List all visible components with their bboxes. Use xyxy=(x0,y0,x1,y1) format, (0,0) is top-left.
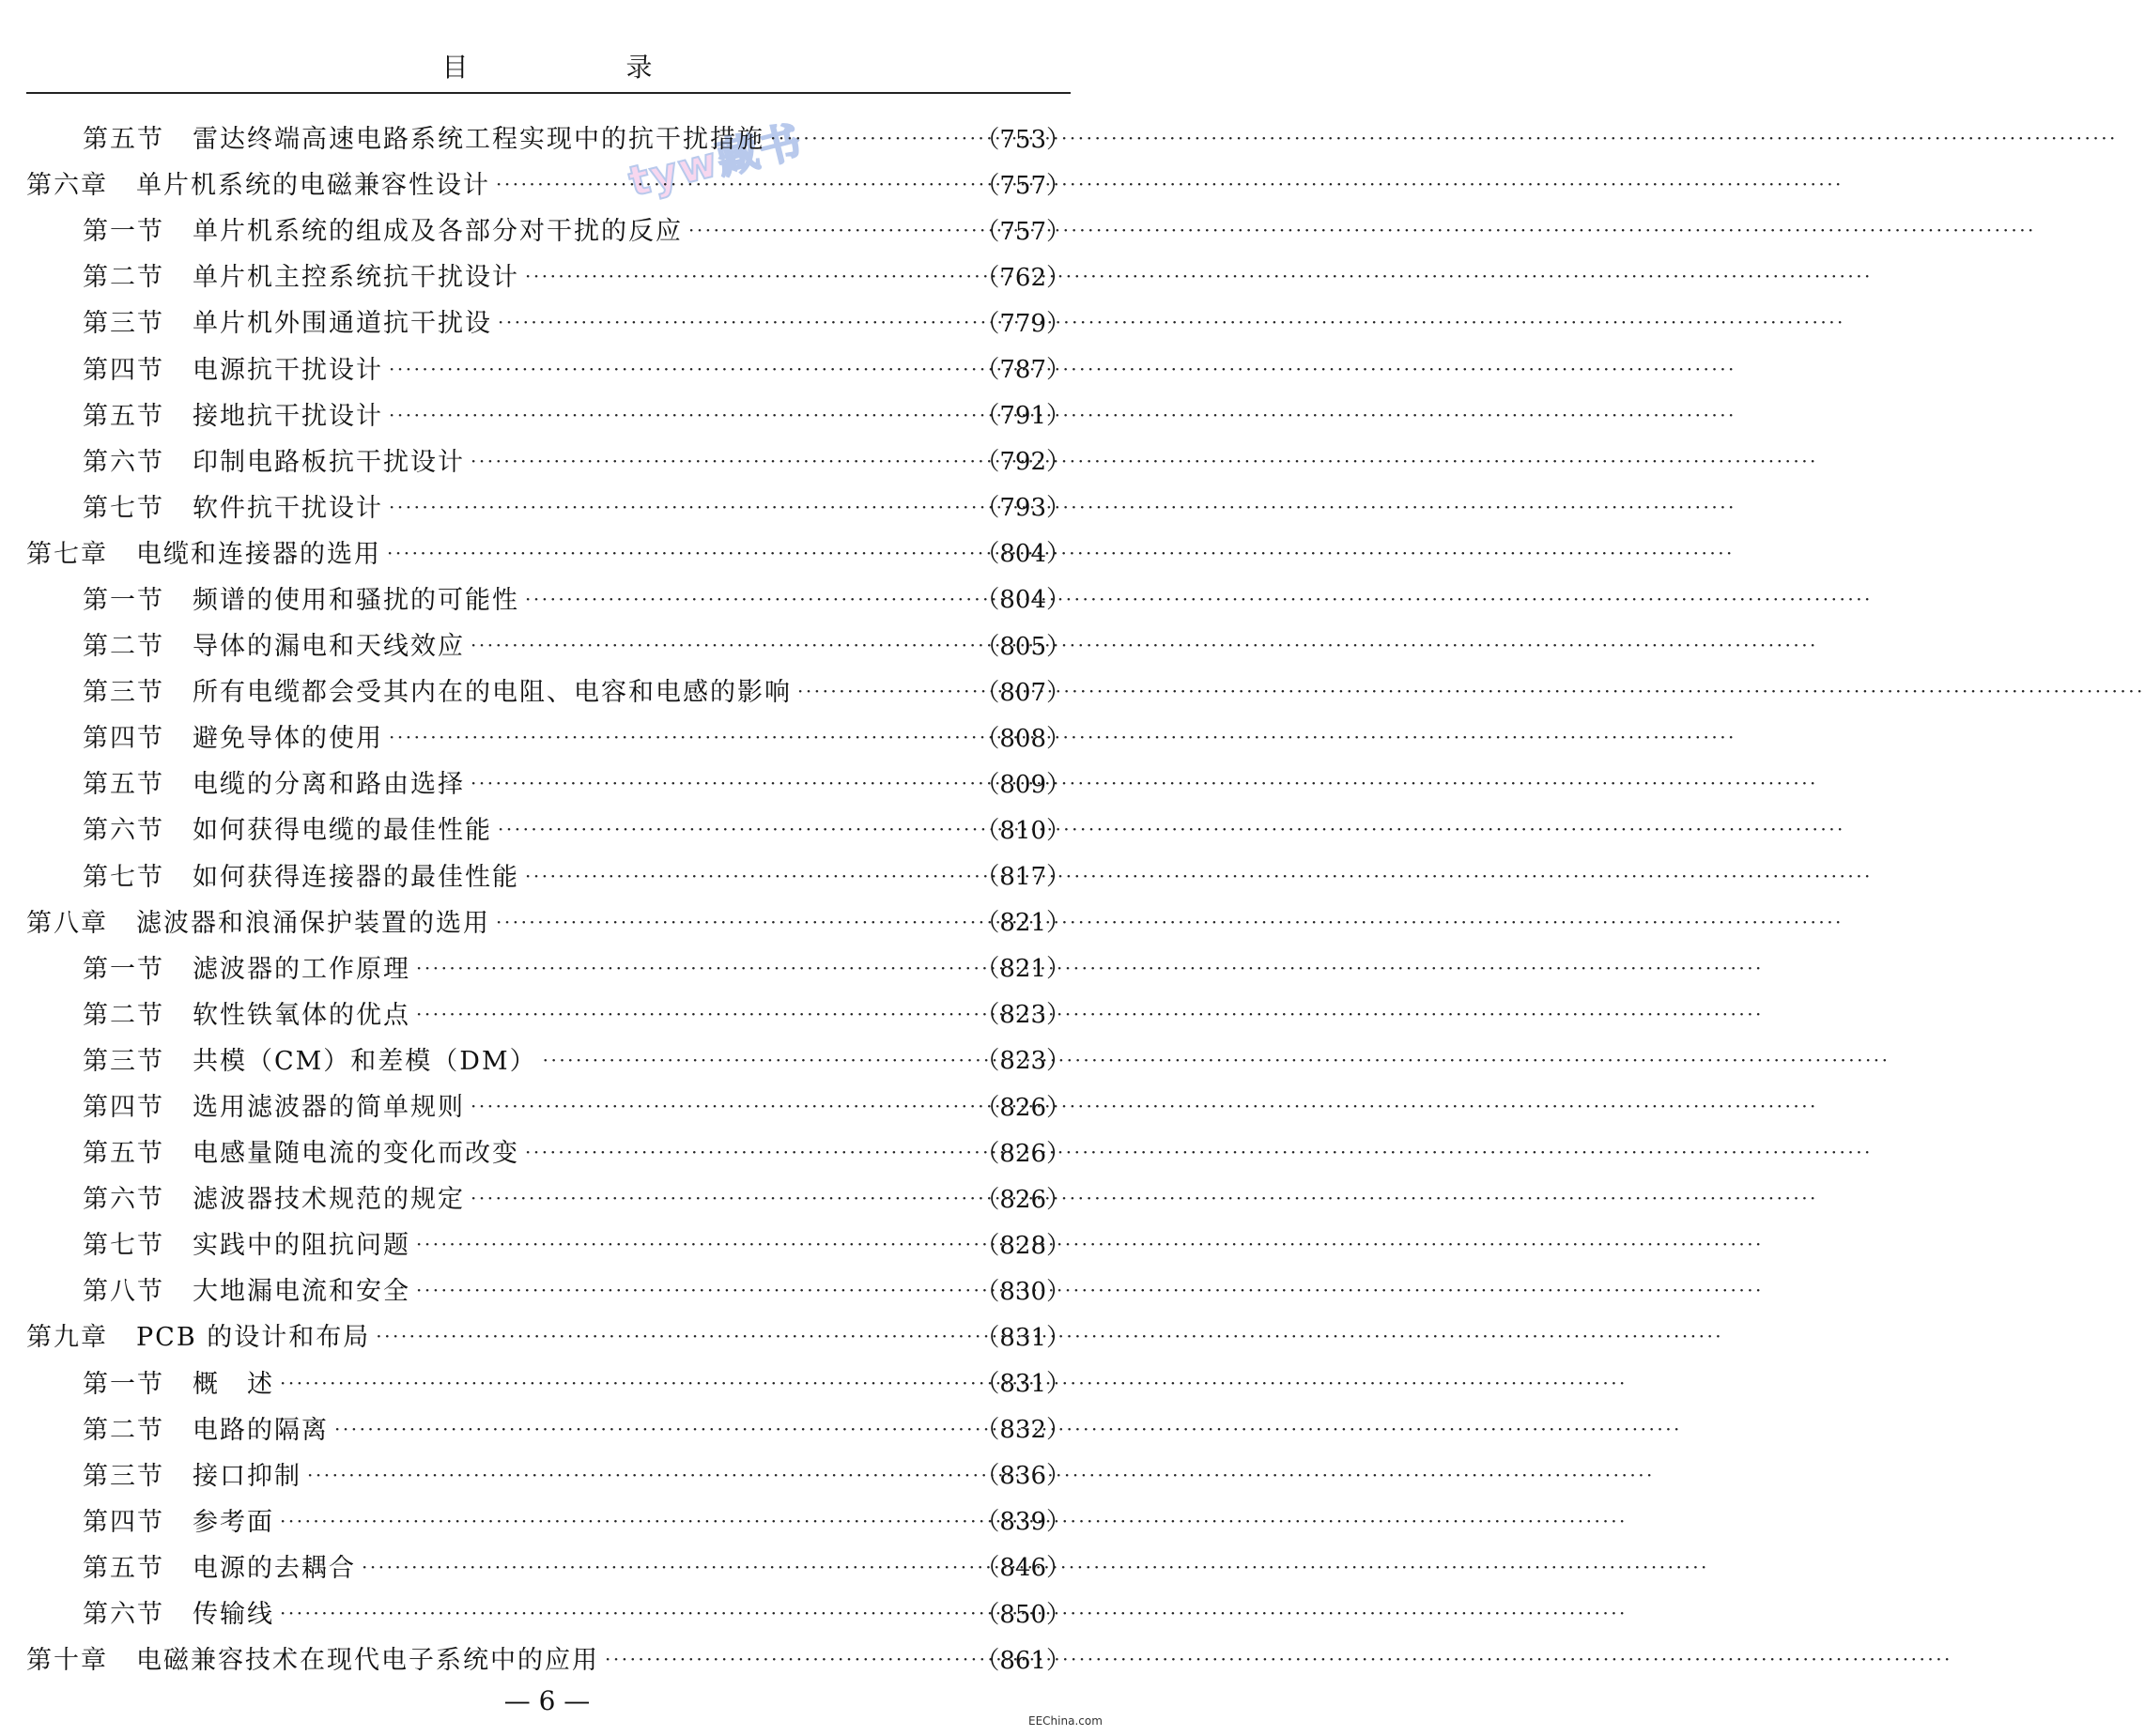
toc-entry-title: 如何获得连接器的最佳性能 xyxy=(193,862,519,892)
toc-entry-label: 第八章 xyxy=(26,908,108,938)
toc-entry-title: 概 述 xyxy=(193,1369,274,1399)
toc-entry-page: （826） xyxy=(975,1093,1071,1122)
dot-leader xyxy=(770,127,969,152)
dot-leader xyxy=(376,1325,969,1350)
toc-section-entry[interactable] xyxy=(26,623,1071,669)
toc-entry-page: （831） xyxy=(975,1370,1071,1399)
page-number: — 6 — xyxy=(503,1685,591,1716)
toc-chapter-entry[interactable] xyxy=(26,1314,1071,1360)
toc-section-entry[interactable] xyxy=(26,1268,1071,1314)
toc-entry-label: 第一节 xyxy=(83,585,164,615)
toc-entry-title: 频谱的使用和骚扰的可能性 xyxy=(193,585,519,615)
toc-entry-title: 大地漏电流和安全 xyxy=(193,1277,410,1307)
toc-entry-label: 第五节 xyxy=(83,1139,164,1169)
toc-section-entry[interactable] xyxy=(26,992,1071,1038)
toc-chapter-entry[interactable] xyxy=(26,531,1071,577)
toc-entry-title: 电感量随电流的变化而改变 xyxy=(193,1139,519,1169)
toc-entry-title: 滤波器技术规范的规定 xyxy=(193,1185,465,1215)
dot-leader xyxy=(362,1556,969,1581)
toc-section-entry[interactable] xyxy=(26,715,1071,761)
toc-entry-label: 第八节 xyxy=(83,1277,164,1307)
toc-entry-title: 接口抑制 xyxy=(193,1461,301,1491)
toc-entry-page: （793） xyxy=(975,494,1071,523)
toc-entry-page: （846） xyxy=(975,1554,1071,1583)
toc-section-entry[interactable] xyxy=(26,1084,1071,1130)
dot-leader xyxy=(307,1464,969,1489)
dot-leader xyxy=(605,1648,969,1673)
toc-entry-label: 第四节 xyxy=(83,724,164,754)
dot-leader xyxy=(416,1003,969,1028)
toc-entry-page: （821） xyxy=(975,909,1071,938)
dot-leader xyxy=(498,311,969,336)
toc-entry-label: 第四节 xyxy=(83,1093,164,1123)
site-credit: EEChina.com xyxy=(1028,1714,1103,1728)
toc-entry-title: 软件抗干扰设计 xyxy=(193,493,383,523)
toc-entry-label: 第五节 xyxy=(83,1553,164,1583)
dot-leader xyxy=(416,1233,969,1258)
dot-leader xyxy=(525,865,969,890)
page-title: 目 录 xyxy=(441,52,718,83)
toc-section-entry[interactable] xyxy=(26,669,1071,715)
toc-section-entry[interactable] xyxy=(26,393,1071,439)
toc-entry-page: （753） xyxy=(975,125,1071,154)
toc-entry-label: 第六节 xyxy=(83,1185,164,1215)
dot-leader xyxy=(389,358,969,383)
toc-entry-title: 参考面 xyxy=(193,1507,274,1537)
toc-entry-label: 第二节 xyxy=(83,1000,164,1030)
toc-entry-title: 电源的去耦合 xyxy=(193,1553,356,1583)
dot-leader xyxy=(389,496,969,521)
toc-entry-page: （779） xyxy=(975,309,1071,338)
toc-section-entry[interactable] xyxy=(26,1407,1071,1453)
toc-entry-page: （804） xyxy=(975,586,1071,615)
toc-entry-label: 第六节 xyxy=(83,1600,164,1630)
toc-entry-label: 第二节 xyxy=(83,1415,164,1445)
page-header xyxy=(0,38,1094,90)
toc-entry-label: 第六节 xyxy=(83,816,164,846)
toc-entry-label: 第三节 xyxy=(83,678,164,708)
toc-entry-title: 单片机主控系统抗干扰设计 xyxy=(193,263,519,293)
toc-entry-label: 第一节 xyxy=(83,954,164,984)
toc-entry-title: 印制电路板抗干扰设计 xyxy=(193,447,465,477)
dot-leader xyxy=(280,1372,969,1397)
toc-entry-title: 共模（CM）和差模（DM） xyxy=(193,1046,537,1076)
toc-entry-page: （808） xyxy=(975,724,1071,753)
toc-section-entry[interactable] xyxy=(26,1591,1071,1637)
toc-entry-page: （762） xyxy=(975,263,1071,292)
dot-leader xyxy=(471,1187,969,1212)
toc-entry-title: 电缆和连接器的选用 xyxy=(136,539,381,569)
toc-section-entry[interactable] xyxy=(26,1130,1071,1176)
watermark-text: tyw藏书 xyxy=(624,116,808,207)
toc-entry-label: 第四节 xyxy=(83,355,164,385)
toc-entry-label: 第七章 xyxy=(26,539,108,569)
toc-entry-title: 单片机外围通道抗干扰设 xyxy=(193,309,492,339)
toc-chapter-entry[interactable] xyxy=(26,1637,1071,1683)
toc-entry-label: 第五节 xyxy=(83,770,164,800)
toc-entry-page: （826） xyxy=(975,1185,1071,1214)
toc-entry-title: 所有电缆都会受其内在的电阻、电容和电感的影响 xyxy=(193,678,792,708)
toc-section-entry[interactable] xyxy=(26,577,1071,623)
toc-section-entry[interactable] xyxy=(26,1222,1071,1268)
dot-leader xyxy=(387,542,969,567)
toc-section-entry[interactable] xyxy=(26,1361,1071,1407)
toc-section-entry[interactable] xyxy=(26,300,1071,346)
toc-entry-label: 第三节 xyxy=(83,1461,164,1491)
dot-leader xyxy=(797,680,969,705)
toc-section-entry[interactable] xyxy=(26,208,1071,254)
toc-entry-page: （839） xyxy=(975,1508,1071,1537)
toc-entry-page: （850） xyxy=(975,1600,1071,1629)
dot-leader xyxy=(525,588,969,613)
toc-entry-title: 电磁兼容技术在现代电子系统中的应用 xyxy=(136,1646,599,1676)
toc-entry-label: 第五节 xyxy=(83,125,164,155)
toc-entry-label: 第一节 xyxy=(83,1369,164,1399)
toc-entry-title: 实践中的阻抗问题 xyxy=(193,1231,410,1261)
toc-entry-label: 第一节 xyxy=(83,217,164,247)
dot-leader xyxy=(389,404,969,429)
toc-entry-title: 单片机系统的组成及各部分对干扰的反应 xyxy=(193,217,683,247)
toc-entry-title: 滤波器的工作原理 xyxy=(193,954,410,984)
toc-entry-page: （817） xyxy=(975,863,1071,892)
toc-section-entry[interactable] xyxy=(26,485,1071,531)
toc-entry-title: 单片机系统的电磁兼容性设计 xyxy=(136,171,490,201)
toc-entry-title: PCB 的设计和布局 xyxy=(136,1323,371,1353)
toc-section-entry[interactable] xyxy=(26,946,1071,992)
toc-section-entry[interactable] xyxy=(26,1176,1071,1222)
dot-leader xyxy=(416,1279,969,1304)
header-rule xyxy=(26,92,1071,94)
toc-section-entry[interactable] xyxy=(26,439,1071,485)
toc-entry-page: （826） xyxy=(975,1139,1071,1168)
toc-chapter-entry[interactable] xyxy=(26,900,1071,946)
toc-entry-page: （831） xyxy=(975,1323,1071,1352)
toc-entry-label: 第四节 xyxy=(83,1507,164,1537)
toc-entry-page: （757） xyxy=(975,217,1071,246)
toc-entry-title: 接地抗干扰设计 xyxy=(193,401,383,431)
table-of-contents xyxy=(26,116,1071,1683)
toc-entry-label: 第七节 xyxy=(83,493,164,523)
toc-section-entry[interactable] xyxy=(26,1499,1071,1545)
toc-entry-page: （830） xyxy=(975,1277,1071,1306)
toc-entry-label: 第十章 xyxy=(26,1646,108,1676)
dot-leader xyxy=(280,1510,969,1535)
toc-chapter-entry[interactable] xyxy=(26,162,1071,208)
toc-entry-page: （836） xyxy=(975,1462,1071,1491)
toc-entry-label: 第五节 xyxy=(83,401,164,431)
toc-entry-title: 软性铁氧体的优点 xyxy=(193,1000,410,1030)
toc-entry-label: 第七节 xyxy=(83,862,164,892)
toc-entry-page: （792） xyxy=(975,448,1071,477)
dot-leader xyxy=(525,265,969,290)
toc-entry-page: （787） xyxy=(975,356,1071,385)
dot-leader xyxy=(471,450,969,475)
toc-entry-page: （810） xyxy=(975,816,1071,845)
toc-entry-page: （861） xyxy=(975,1646,1071,1675)
dot-leader xyxy=(525,1141,969,1166)
toc-entry-title: 雷达终端高速电路系统工程实现中的抗干扰措施 xyxy=(193,125,764,155)
toc-entry-title: 避免导体的使用 xyxy=(193,724,383,754)
toc-entry-title: 滤波器和浪涌保护装置的选用 xyxy=(136,908,490,938)
toc-section-entry[interactable] xyxy=(26,1453,1071,1499)
toc-entry-page: （804） xyxy=(975,540,1071,569)
toc-entry-title: 导体的漏电和天线效应 xyxy=(193,632,465,662)
dot-leader xyxy=(498,818,969,843)
dot-leader xyxy=(688,219,969,244)
toc-entry-page: （823） xyxy=(975,1001,1071,1030)
toc-section-entry[interactable] xyxy=(26,1038,1071,1084)
toc-entry-label: 第六节 xyxy=(83,447,164,477)
toc-entry-label: 第二节 xyxy=(83,632,164,662)
toc-section-entry[interactable] xyxy=(26,116,1071,162)
toc-entry-title: 选用滤波器的简单规则 xyxy=(193,1093,465,1123)
toc-section-entry[interactable] xyxy=(26,761,1071,807)
toc-section-entry[interactable] xyxy=(26,1545,1071,1591)
toc-entry-title: 电缆的分离和路由选择 xyxy=(193,770,465,800)
toc-entry-title: 如何获得电缆的最佳性能 xyxy=(193,816,492,846)
toc-entry-label: 第三节 xyxy=(83,1046,164,1076)
toc-entry-page: （791） xyxy=(975,402,1071,431)
toc-section-entry[interactable] xyxy=(26,254,1071,300)
toc-section-entry[interactable] xyxy=(26,854,1071,900)
dot-leader xyxy=(416,957,969,982)
toc-entry-label: 第六章 xyxy=(26,171,108,201)
toc-entry-label: 第七节 xyxy=(83,1231,164,1261)
toc-entry-page: （821） xyxy=(975,955,1071,984)
toc-entry-page: （828） xyxy=(975,1231,1071,1260)
toc-entry-page: （757） xyxy=(975,171,1071,200)
toc-entry-page: （832） xyxy=(975,1416,1071,1445)
dot-leader xyxy=(496,911,969,936)
dot-leader xyxy=(543,1049,970,1074)
toc-entry-title: 电路的隔离 xyxy=(193,1415,329,1445)
toc-entry-label: 第二节 xyxy=(83,263,164,293)
toc-entry-title: 传输线 xyxy=(193,1600,274,1630)
toc-section-entry[interactable] xyxy=(26,807,1071,853)
toc-section-entry[interactable] xyxy=(26,346,1071,392)
toc-entry-title: 电源抗干扰设计 xyxy=(193,355,383,385)
dot-leader xyxy=(471,772,969,797)
dot-leader xyxy=(334,1418,969,1443)
toc-entry-page: （809） xyxy=(975,770,1071,799)
toc-entry-page: （805） xyxy=(975,632,1071,661)
toc-entry-label: 第三节 xyxy=(83,309,164,339)
dot-leader xyxy=(389,726,969,751)
dot-leader xyxy=(471,1095,969,1120)
toc-entry-label: 第九章 xyxy=(26,1323,108,1353)
dot-leader xyxy=(496,173,969,198)
dot-leader xyxy=(471,634,969,659)
toc-entry-page: （823） xyxy=(975,1047,1071,1076)
dot-leader xyxy=(280,1602,969,1627)
toc-entry-page: （807） xyxy=(975,678,1071,707)
